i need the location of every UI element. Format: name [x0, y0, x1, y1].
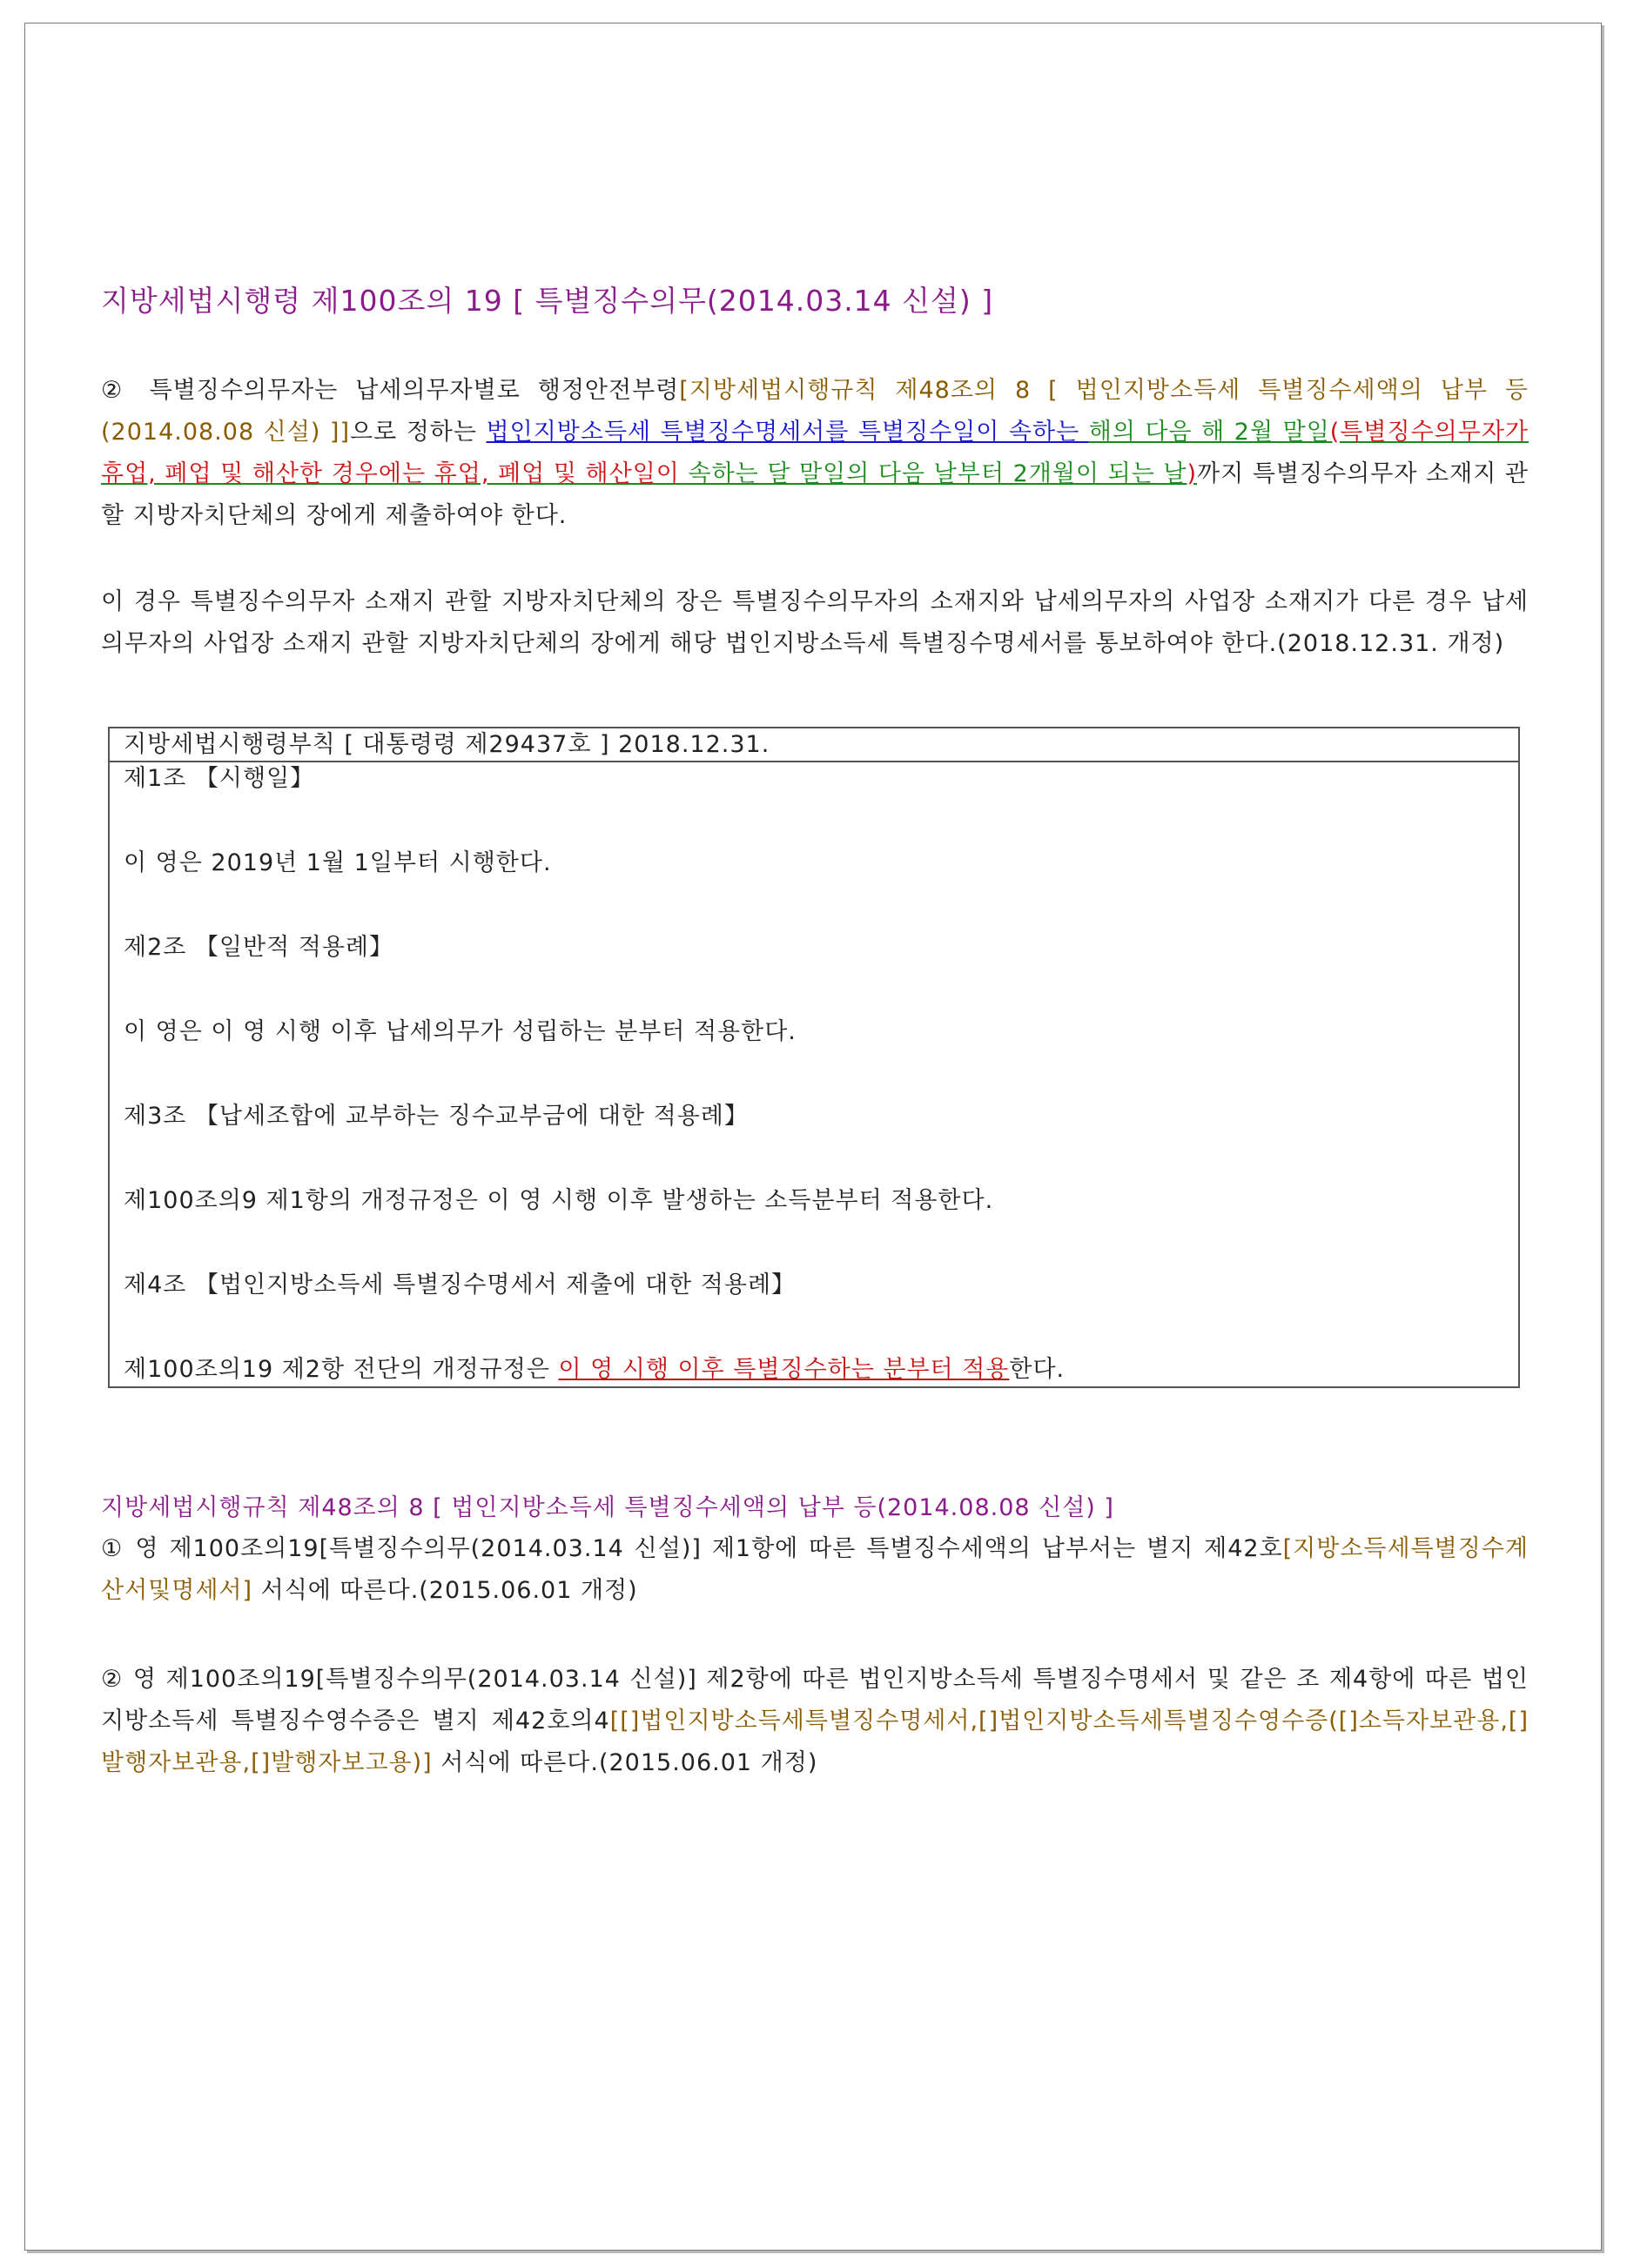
rule-paragraph-2 — [101, 1659, 1529, 1784]
addendum-line: 제1조 【시행일】 — [124, 765, 315, 792]
rule-title: 지방세법시행규칙 제48조의 8 [ 법인지방소득세 특별징수세액의 납부 등(2014.08.08 신설) ] — [101, 1494, 1114, 1521]
addendum-text: 제100조의19 제2항 전단의 개정규정은 — [124, 1356, 559, 1383]
para4-text: 서식에 따른다.(2015.06.01 개정) — [432, 1749, 818, 1776]
article-title: 지방세법시행령 제100조의 19 [ 특별징수의무(2014.03.14 신설) ] — [101, 284, 994, 318]
para1-text: ② 특별징수의무자는 납세의무자별로 행정안전부령 — [101, 377, 680, 404]
rule-reference-link[interactable]: [지방세법시행규칙 제48조의 8 [ 법인지방소득세 특별징수세액의 납부 등(2014.08.08 신설) ]] — [101, 377, 1529, 446]
addendum-line: 제100조의9 제1항의 개정규정은 이 영 시행 이후 발생하는 소득분부터 적용한다. — [124, 1187, 994, 1214]
para3-text: 서식에 따른다.(2015.06.01 개정) — [252, 1577, 638, 1604]
addendum-line: 제4조 【법인지방소득세 특별징수명세서 제출에 대한 적용례】 — [124, 1272, 797, 1298]
article-paragraph-notice: 이 경우 특별징수의무자 소재지 관할 지방자치단체의 장은 특별징수의무자의 소재지와 납세의무자의 사업장 소재지가 다른 경우 납세의무자의 사업장 소재지 관할 지방자치단체의 장에게 해당 법인지방소득세 특별징수명세서를 통보하여야 한다.(2018.12.31. 개정) — [101, 588, 1529, 657]
para3-text: ① 영 제100조의19[특별징수의무(2014.03.14 신설)] 제1항에 따른 특별징수세액의 납부서는 별지 제42호 — [101, 1535, 1283, 1562]
highlight-blue: 법인지방소득세 특별징수명세서를 특별징수일이 속하는 — [486, 419, 1089, 446]
para1-text: 까지 특별징수의무자 소재지 관할 지방자치단체의 장에게 제출하여야 한다. — [101, 460, 1529, 529]
article-paragraph-2 — [101, 370, 1529, 537]
form-reference-link[interactable]: [지방소득세특별징수계산서및명세서] — [101, 1535, 1529, 1604]
para1-text: 으로 정하는 — [350, 419, 487, 446]
addendum-line-last — [124, 1354, 1065, 1386]
addendum-text: 한다. — [1009, 1356, 1066, 1383]
rule-paragraph-1 — [101, 1528, 1529, 1612]
highlight-red: 이 영 시행 이후 특별징수하는 분부터 적용 — [558, 1356, 1010, 1383]
addendum-line: 제2조 【일반적 적용례】 — [124, 934, 393, 961]
highlight-green: 해의 다음 해 2월 말일 — [1088, 419, 1330, 446]
addendum-line: 제3조 【납세조합에 교부하는 징수교부금에 대한 적용례】 — [124, 1103, 749, 1130]
para4-text: ② 영 제100조의19[특별징수의무(2014.03.14 신설)] 제2항에 따른 법인지방소득세 특별징수명세서 및 같은 조 제4항에 따른 법인지방소득세 특별징수영수증은 별지 제42호의4 — [101, 1666, 1529, 1735]
highlight-green: 속하는 달 말일의 다음 날부터 2개월이 되는 날 — [688, 460, 1187, 487]
addendum-line: 이 영은 2019년 1월 1일부터 시행한다. — [124, 849, 552, 876]
highlight-red: ) — [1187, 460, 1198, 487]
addendum-box — [108, 727, 1520, 1388]
highlight-red: (특별징수의무자가 휴업, 폐업 및 해산한 경우에는 휴업, 폐업 및 해산일이 — [101, 419, 1529, 487]
form-reference-link[interactable]: [[]법인지방소득세특별징수명세서,[]법인지방소득세특별징수영수증([]소득자보관용,[]발행자보관용,[]발행자보고용)] — [101, 1708, 1529, 1776]
addendum-line: 이 영은 이 영 시행 이후 납세의무가 성립하는 분부터 적용한다. — [124, 1018, 797, 1045]
addendum-header: 지방세법시행령부칙 [ 대통령령 제29437호 ] 2018.12.31. — [110, 728, 1518, 762]
